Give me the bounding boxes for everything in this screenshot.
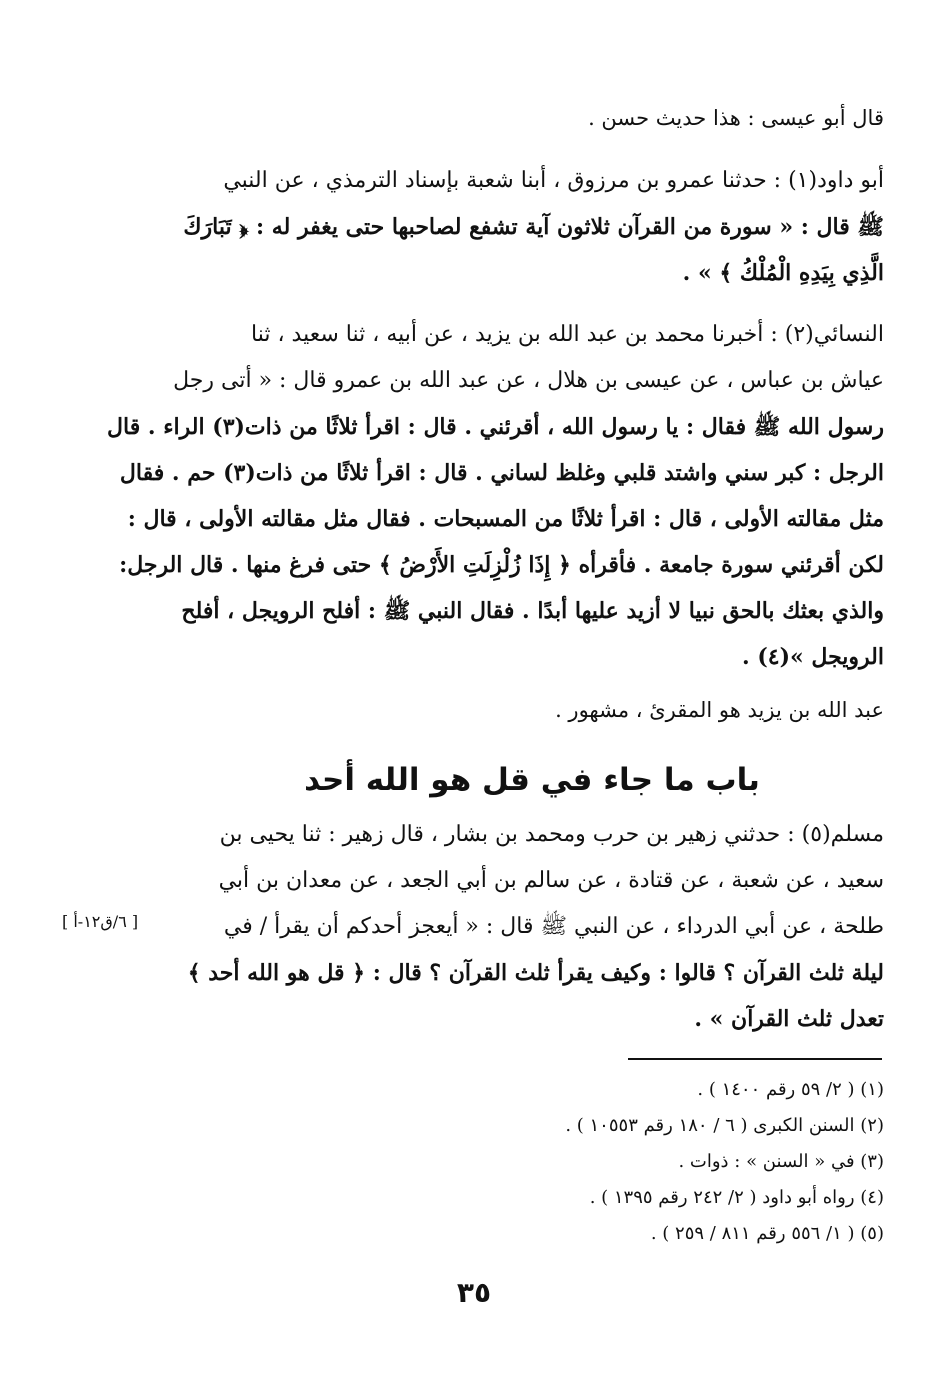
text-line: النسائي(٢) : أخبرنا محمد بن عبد الله بن يزيد ، عن أبيه ، ثنا سعيد ، ثنا <box>251 322 884 347</box>
text-line: ليلة ثلث القرآن ؟ قالوا : وكيف يقرأ ثلث القرآن ؟ قال : ﴿ قل هو الله أحد ﴾ <box>187 960 884 986</box>
page-number: ٣٥ <box>456 1276 492 1309</box>
text-line: تعدل ثلث القرآن » . <box>694 1006 884 1032</box>
text-line: الرجل : كبر سني واشتد قلبي وغلظ لساني . قال : اقرأ ثلاثًا من ذات(٣) حم . فقال <box>119 460 884 486</box>
footnote-separator <box>628 1058 882 1060</box>
text-line: قال أبو عيسى : هذا حديث حسن . <box>588 106 884 130</box>
text-line: عبد الله بن يزيد هو المقرئ ، مشهور . <box>555 698 884 722</box>
paragraph-muslim <box>180 812 884 1042</box>
footnote: (٣) في « السنن » : ذوات . <box>678 1151 884 1172</box>
footnote: (٢) السنن الكبرى ( ٦ / ١٨٠ رقم ١٠٥٥٣ ) . <box>565 1115 884 1136</box>
text-line: مثل مقالته الأولى ، قال : اقرأ ثلاثًا من المسبحات . فقال مثل مقالته الأولى ، قال : <box>127 506 884 532</box>
footnote: (٤) رواه أبو داود ( ٢/ ٢٤٢ رقم ١٣٩٥ ) . <box>589 1187 884 1208</box>
paragraph-nasai <box>107 312 884 680</box>
footnote: (٥) ( ١/ ٥٥٦ رقم ٨١١ / ٢٥٩ ) . <box>650 1223 884 1244</box>
text-line: طلحة ، عن أبي الدرداء ، عن النبي ﷺ قال : « أيعجز أحدكم أن يقرأ / في <box>223 914 884 939</box>
text-line: رسول الله ﷺ فقال : يا رسول الله ، أقرئني . قال : اقرأ ثلاثًا من ذات(٣) الراء . قال <box>107 414 884 440</box>
paragraph-muqri-note <box>180 690 884 730</box>
footnote: (١) ( ٢/ ٥٩ رقم ١٤٠٠ ) . <box>697 1079 884 1100</box>
text-line: مسلم(٥) : حدثني زهير بن حرب ومحمد بن بشار ، قال زهير : ثنا يحيى بن <box>219 822 884 847</box>
chapter-heading: باب ما جاء في قل هو الله أحد <box>304 762 760 798</box>
paragraph-abu-dawud <box>180 158 884 296</box>
text-line: سعيد ، عن شعبة ، عن قتادة ، عن سالم بن أبي الجعد ، عن معدان بن أبي <box>218 868 884 893</box>
paragraph-abu-isa <box>180 98 884 138</box>
text-line: والذي بعثك بالحق نبيا لا أزيد عليها أبدًا . فقال النبي ﷺ : أفلح الرويجل ، أفلح <box>181 598 884 624</box>
text-line: ﷺ قال : « سورة من القرآن ثلاثون آية تشفع لصاحبها حتى يغفر له : ﴿ تَبَارَكَ <box>183 214 884 240</box>
footnotes <box>460 1072 884 1252</box>
manuscript-margin-note: [ ٦/ق١٢-أ ] <box>62 912 139 931</box>
text-line: لكن أقرئني سورة جامعة . فأقرأه ﴿ إِذَا زُلْزِلَتِ الأَرْضُ ﴾ حتى فرغ منها . قال الرجل: <box>119 552 884 578</box>
text-line: الرويجل »(٤) . <box>742 644 884 670</box>
text-line: أبو داود(١) : حدثنا عمرو بن مرزوق ، أبنا شعبة بإسناد الترمذي ، عن النبي <box>223 168 884 193</box>
text-line: الَّذِي بِيَدِهِ الْمُلْكُ ﴾ » . <box>682 260 884 286</box>
text-line: عياش بن عباس ، عن عيسى بن هلال ، عن عبد الله بن عمرو قال : « أتى رجل <box>173 368 884 393</box>
